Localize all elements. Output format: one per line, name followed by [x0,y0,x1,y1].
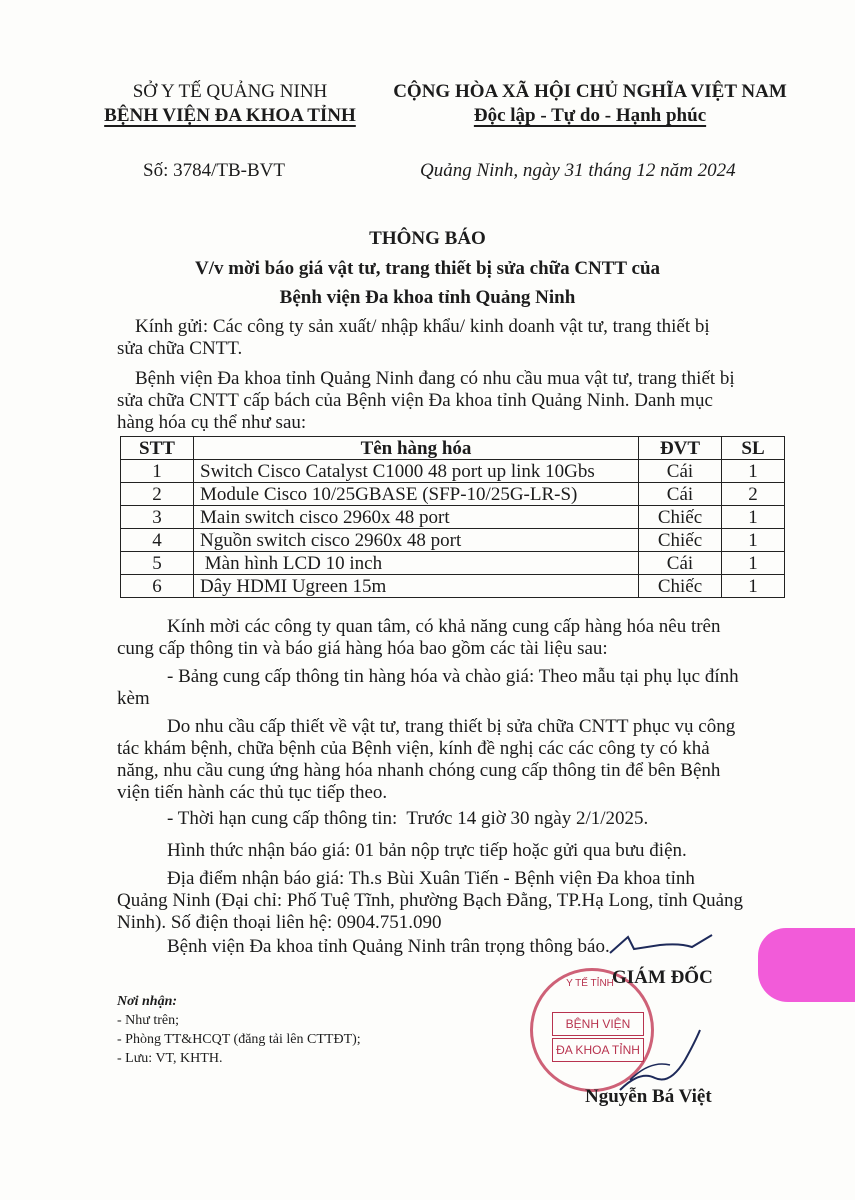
row-qty: 2 [722,483,785,506]
address-line-1: Địa điểm nhận báo giá: Th.s Bùi Xuân Tiến - Bệnh viện Đa khoa tỉnh [167,868,695,889]
address-line-2: Quảng Ninh (Đại chỉ: Phố Tuệ Tĩnh, phường Bạch Đằng, TP.Hạ Long, tỉnh Quảng [117,890,744,911]
para2-line-2: kèm [117,688,150,709]
row-stt: 1 [121,460,194,483]
highlighter-mark [758,928,855,1002]
row-name: Module Cisco 10/25GBASE (SFP-10/25G-LR-S) [194,483,639,506]
stamp-line-2: ĐA KHOA TỈNH [552,1038,644,1062]
intro-paragraph [117,368,807,434]
row-name: Màn hình LCD 10 inch [194,552,639,575]
stamp-line-1: BỆNH VIỆN [552,1012,644,1036]
row-qty: 1 [722,506,785,529]
table-row [121,529,785,552]
para1-line-2: cung cấp thông tin và báo giá hàng hóa bao gồm các tài liệu sau: [117,638,608,659]
row-unit: Cái [639,460,722,483]
row-stt: 5 [121,552,194,575]
row-unit: Chiếc [639,575,722,598]
closing-line: Bệnh viện Đa khoa tỉnh Quảng Ninh trân trọng thông báo. [167,936,610,957]
deadline-line: - Thời hạn cung cấp thông tin: Trước 14 giờ 30 ngày 2/1/2025. [167,808,649,829]
row-unit: Cái [639,483,722,506]
doc-subtitle-2: Bệnh viện Đa khoa tỉnh Quảng Ninh [279,287,576,308]
place-date: Quảng Ninh, ngày 31 tháng 12 năm 2024 [420,160,736,181]
row-qty: 1 [722,552,785,575]
col-unit: ĐVT [639,437,722,460]
para2-line-1: - Bảng cung cấp thông tin hàng hóa và chào giá: Theo mẫu tại phụ lục đính [167,666,739,687]
row-qty: 1 [722,460,785,483]
issuer-block [80,80,380,128]
recipients-block [117,992,361,1068]
address-line-3: Ninh). Số điện thoại liên hệ: 0904.751.090 [117,912,442,933]
invitation-paragraph [117,616,807,660]
table-header-row [121,437,785,460]
greeting [117,316,797,360]
row-name: Dây HDMI Ugreen 15m [194,575,639,598]
table-row [121,483,785,506]
row-stt: 6 [121,575,194,598]
para3-line-3: năng, nhu cầu cung ứng hàng hóa nhanh chóng cung cấp thông tin để bên Bệnh [117,760,721,781]
row-name: Main switch cisco 2960x 48 port [194,506,639,529]
recipient-item: - Lưu: VT, KHTH. [117,1051,223,1066]
table-row [121,506,785,529]
col-qty: SL [722,437,785,460]
recipient-item: - Như trên; [117,1013,180,1028]
intro-line-3: hàng hóa cụ thể như sau: [117,412,307,433]
signer-title: GIÁM ĐỐC [612,967,713,988]
intro-line-1: Bệnh viện Đa khoa tỉnh Quảng Ninh đang có nhu cầu mua vật tư, trang thiết bị [135,368,735,389]
row-unit: Cái [639,552,722,575]
row-unit: Chiếc [639,506,722,529]
col-name: Tên hàng hóa [194,437,639,460]
recipient-item: - Phòng TT&HCQT (đăng tải lên CTTĐT); [117,1032,361,1047]
doc-title: THÔNG BÁO [369,228,486,249]
row-qty: 1 [722,529,785,552]
para3-line-4: viện tiến hành các thủ tục tiếp theo. [117,782,388,803]
greeting-line-1: Kính gửi: Các công ty sản xuất/ nhập khẩu/ kinh doanh vật tư, trang thiết bị [135,316,710,337]
table-row [121,552,785,575]
signer-name: Nguyễn Bá Việt [585,1086,712,1107]
row-qty: 1 [722,575,785,598]
row-stt: 3 [121,506,194,529]
doc-number: Số: 3784/TB-BVT [143,160,285,181]
para3-line-1: Do nhu cầu cấp thiết về vật tư, trang thiết bị sửa chữa CNTT phục vụ công [167,716,736,737]
ministry-name: SỞ Y TẾ QUẢNG NINH [132,81,328,102]
doc-subtitle-1: V/v mời báo giá vật tư, trang thiết bị sửa chữa CNTT của [194,258,661,279]
national-motto-block [370,80,810,128]
country-name: CỘNG HÒA XÃ HỘI CHỦ NGHĨA VIỆT NAM [393,81,787,102]
row-name: Switch Cisco Catalyst C1000 48 port up link 10Gbs [194,460,639,483]
col-stt: STT [121,437,194,460]
method-line: Hình thức nhận báo giá: 01 bản nộp trực tiếp hoặc gửi qua bưu điện. [167,840,687,861]
signature-scribble-icon [600,925,730,965]
row-stt: 4 [121,529,194,552]
goods-table [120,436,785,598]
row-unit: Chiếc [639,529,722,552]
documents-paragraph [117,666,807,710]
recipients-label: Nơi nhận: [117,994,178,1009]
table-row [121,460,785,483]
greeting-line-2: sửa chữa CNTT. [117,338,243,359]
motto: Độc lập - Tự do - Hạnh phúc [473,105,707,126]
urgency-paragraph [117,716,817,804]
intro-line-2: sửa chữa CNTT cấp bách của Bệnh viện Đa khoa tỉnh Quảng Ninh. Danh mục [117,390,713,411]
stamp-ring-text: Y TẾ TỈNH [566,978,614,989]
para1-line-1: Kính mời các công ty quan tâm, có khả năng cung cấp hàng hóa nêu trên [167,616,721,637]
hospital-name: BỆNH VIỆN ĐA KHOA TỈNH [104,105,356,126]
table-row [121,575,785,598]
row-name: Nguồn switch cisco 2960x 48 port [194,529,639,552]
row-stt: 2 [121,483,194,506]
para3-line-2: tác khám bệnh, chữa bệnh của Bệnh viện, kính đề nghị các các công ty có khả [117,738,710,759]
